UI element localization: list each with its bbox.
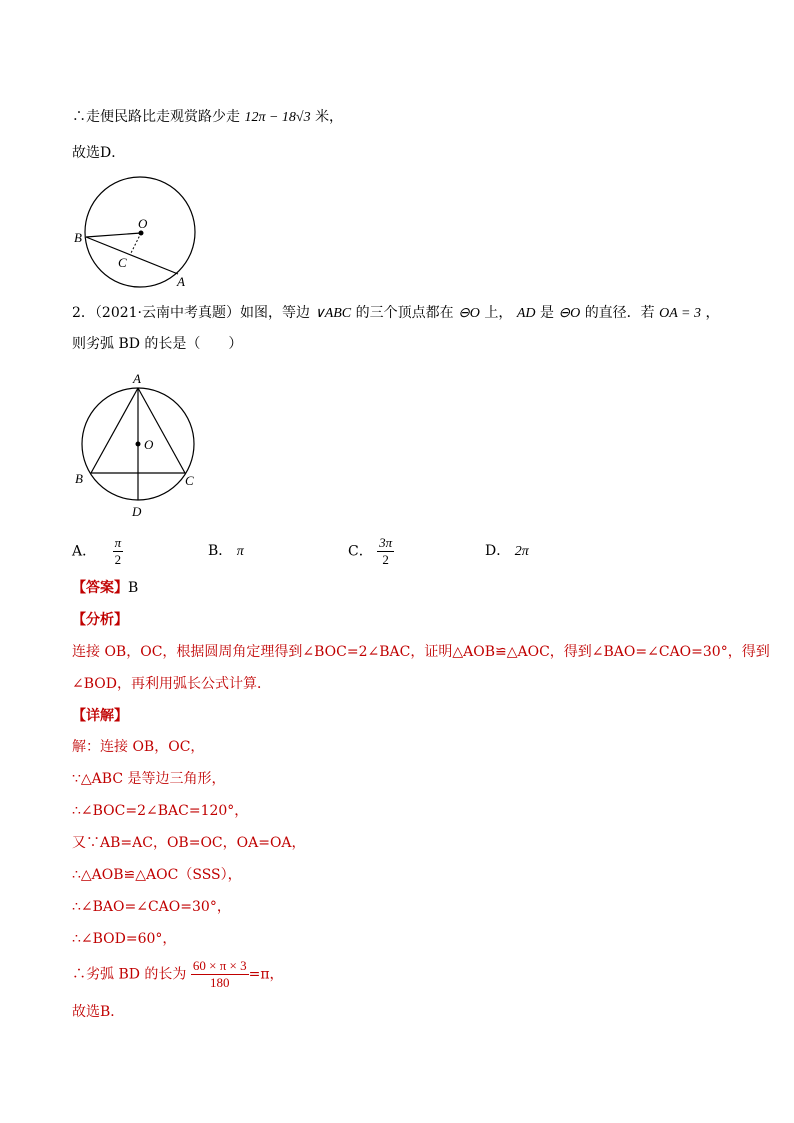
figure1-chord-ba bbox=[86, 237, 178, 274]
oa-equation: OA = 3 bbox=[659, 306, 701, 321]
question-2-line1 bbox=[72, 303, 719, 324]
figure2-side-ab bbox=[91, 388, 138, 473]
analysis-line1: 连接 OB，OC，根据圆周角定理得到∠BOC=2∠BAC，证明△AOB≌△AOC，得到∠BAO=∠CAO=30°，得到 bbox=[72, 644, 770, 660]
conclusion-expression: 12π − 18√3 bbox=[244, 110, 311, 125]
figure2-label-c: C bbox=[185, 473, 194, 488]
analysis-line2: ∠BOD，再利用弧长公式计算． bbox=[72, 676, 271, 692]
figure2-label-d: D bbox=[132, 504, 142, 519]
answer-line bbox=[72, 578, 138, 598]
option-c bbox=[348, 535, 394, 568]
detail-step-7: ∴∠BOD=60°， bbox=[72, 931, 177, 947]
option-b-label: B． bbox=[208, 543, 233, 559]
detail-step-3: ∴∠BOC=2∠BAC=120°， bbox=[72, 803, 249, 819]
option-b-value: π bbox=[236, 544, 244, 559]
segment-ad: AD bbox=[516, 306, 536, 321]
figure1-dotted-oc bbox=[130, 233, 141, 255]
arc-length-prefix: ∴劣弧 BD 的长为 bbox=[72, 966, 187, 983]
detail-step-8 bbox=[72, 958, 284, 991]
figure1-label-b: B bbox=[74, 230, 82, 245]
triangle-symbol: ∨ABC bbox=[314, 306, 352, 321]
detail-step-1: 解：连接 OB，OC， bbox=[72, 739, 205, 755]
option-a-label: A． bbox=[72, 543, 97, 560]
figure1-radius-ob bbox=[86, 233, 141, 237]
figure2-label-a: A bbox=[133, 371, 141, 386]
question-2-line2: 则劣弧 BD 的长是（ ） bbox=[72, 336, 243, 352]
figure-inscribed-triangle bbox=[72, 368, 207, 520]
detail-step-9: 故选B． bbox=[72, 1004, 125, 1020]
option-b bbox=[208, 541, 244, 562]
figure1-label-c: C bbox=[118, 255, 127, 270]
analysis-tag: 【分析】 bbox=[72, 612, 128, 628]
question-text-4: 的直径．若 bbox=[584, 305, 655, 321]
detail-tag: 【详解】 bbox=[72, 708, 128, 724]
conclusion-suffix: 米， bbox=[315, 109, 344, 125]
detail-step-5: ∴△AOB≌△AOC（SSS）， bbox=[72, 867, 242, 883]
question-text-1: 的三个顶点都在 bbox=[355, 305, 454, 321]
figure1-label-a: A bbox=[177, 274, 185, 289]
arc-length-denominator: 180 bbox=[209, 975, 230, 990]
detail-step-2: ∵△ABC 是等边三角形， bbox=[72, 771, 226, 787]
figure2-center-dot bbox=[136, 442, 141, 447]
conclusion-text: ∴走便民路比走观赏路少走 bbox=[72, 109, 240, 125]
figure1-label-o: O bbox=[138, 216, 148, 231]
circle-symbol-1: ⊖O bbox=[458, 306, 480, 321]
arc-length-fraction bbox=[191, 958, 249, 991]
arc-length-numerator: 60 × π × 3 bbox=[192, 958, 247, 973]
figure-circle-chord bbox=[72, 176, 207, 294]
option-c-denominator: 2 bbox=[382, 552, 389, 567]
option-a-fraction bbox=[113, 535, 124, 568]
figure2-label-b: B bbox=[75, 471, 83, 486]
option-c-label: C． bbox=[348, 543, 373, 560]
choose-d-line: 故选D． bbox=[72, 145, 126, 161]
option-a bbox=[72, 535, 123, 568]
option-d bbox=[485, 541, 529, 562]
figure2-side-ac bbox=[138, 388, 185, 473]
detail-step-6: ∴∠BAO=∠CAO=30°， bbox=[72, 899, 231, 915]
option-d-value: 2π bbox=[514, 544, 529, 559]
option-a-numerator: π bbox=[114, 535, 122, 550]
circle-symbol-2: ⊖O bbox=[558, 306, 581, 321]
option-a-denominator: 2 bbox=[114, 552, 122, 567]
question-text-2: 上， bbox=[484, 305, 513, 321]
conclusion-line bbox=[72, 107, 343, 128]
question-text-3: 是 bbox=[539, 305, 554, 321]
option-d-label: D． bbox=[485, 543, 511, 559]
arc-length-result: =π， bbox=[248, 966, 284, 983]
option-c-numerator: 3π bbox=[379, 535, 393, 550]
question-intro: 2．（2021·云南中考真题）如图，等边 bbox=[72, 305, 310, 321]
figure1-center-dot bbox=[139, 231, 144, 236]
detail-step-4: 又∵AB=AC，OB=OC，OA=OA， bbox=[72, 835, 306, 851]
option-c-fraction bbox=[377, 535, 394, 568]
figure2-label-o: O bbox=[144, 437, 154, 452]
answer-value: B bbox=[128, 580, 139, 596]
answer-tag: 【答案】 bbox=[72, 580, 128, 596]
question-text-end: ， bbox=[705, 305, 720, 321]
